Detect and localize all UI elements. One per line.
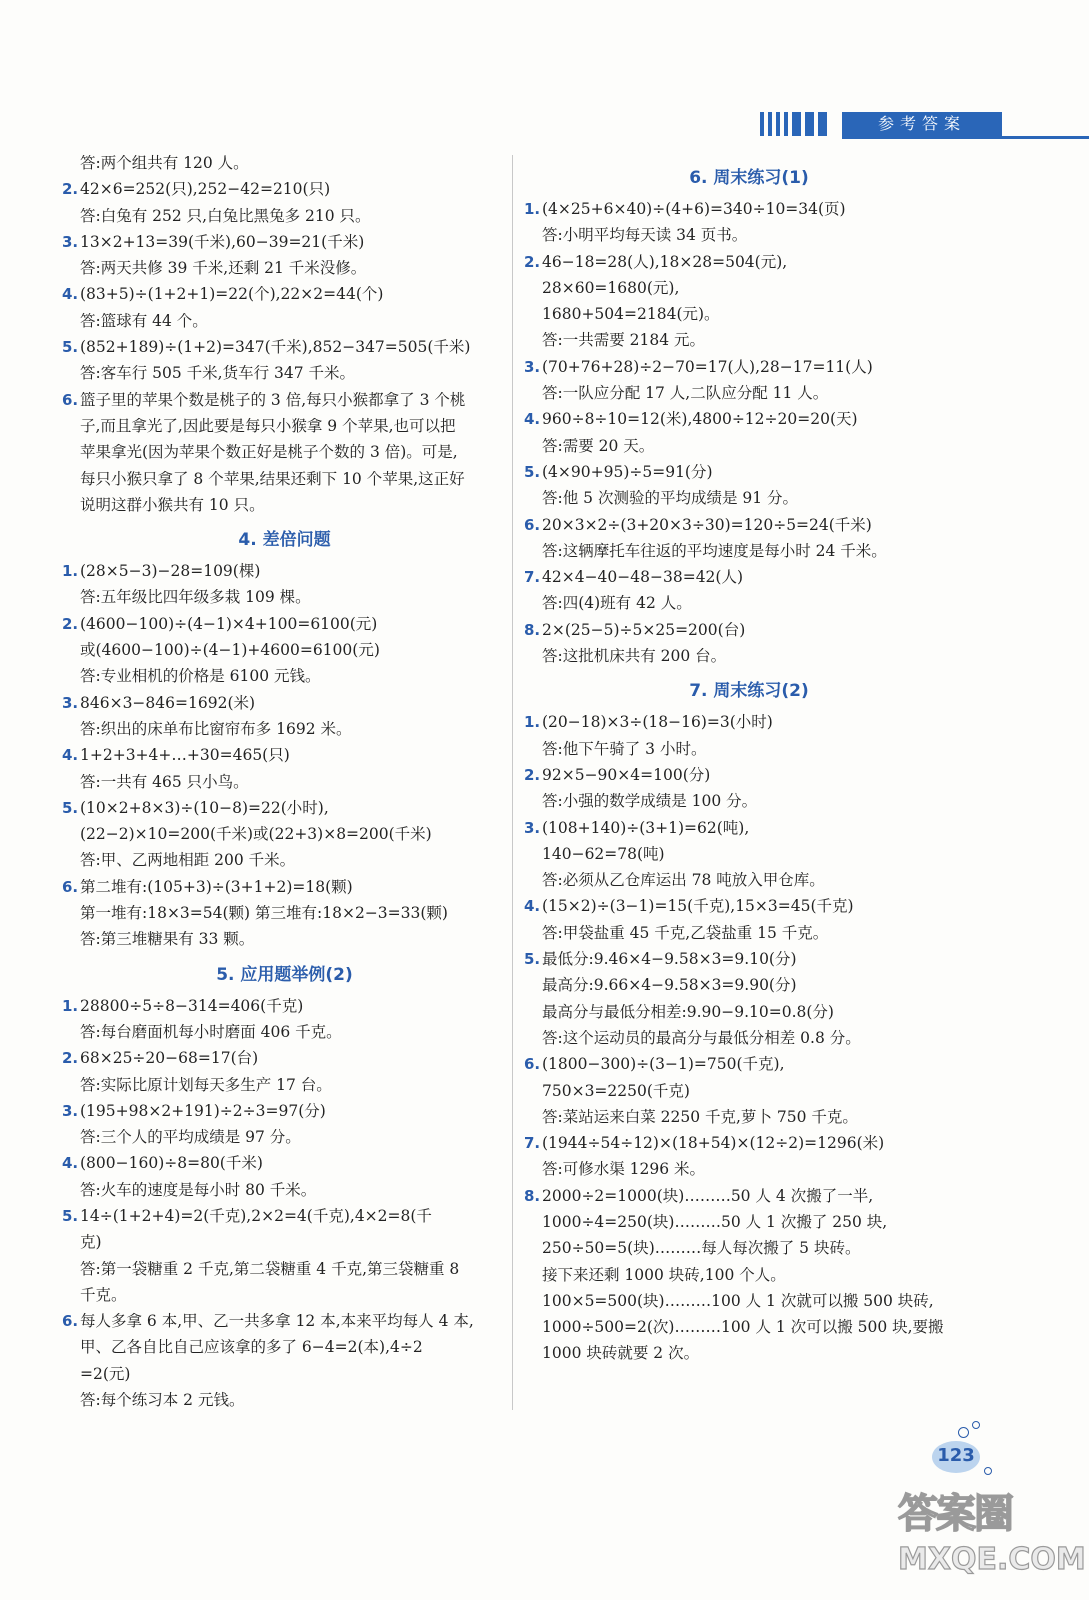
answer-line	[62, 769, 507, 795]
answer-line	[524, 590, 974, 616]
answer-line	[62, 874, 507, 900]
answer-text: 答:第一袋糖重 2 千克,第二袋糖重 4 千克,第三袋糖重 8	[80, 1259, 460, 1278]
answer-text: 2×(25−5)÷5×25=200(台)	[542, 620, 746, 639]
answer-line	[524, 1314, 974, 1340]
question-number: 8.	[524, 620, 541, 639]
section-title: 6. 周末练习(1)	[689, 168, 809, 188]
answer-text: (70+76+28)÷2−70=17(人),28−17=11(人)	[542, 357, 873, 376]
answer-text: 答:两天共修 39 千米,还剩 21 千米没修。	[80, 259, 367, 278]
watermark	[898, 1482, 1086, 1592]
answer-line	[524, 643, 974, 669]
answer-text: 子,而且拿光了,因此要是每只小猴拿 9 个苹果,也可以把	[80, 416, 456, 435]
answer-text: 28800÷5÷8−314=406(千克)	[80, 996, 304, 1015]
answer-line	[62, 900, 507, 926]
answer-text: 答:他下午骑了 3 小时。	[542, 739, 707, 758]
answer-line	[524, 1156, 974, 1182]
answer-line	[524, 1183, 974, 1209]
answer-line	[524, 406, 974, 432]
answer-text: 答:织出的床单布比窗帘布多 1692 米。	[80, 719, 352, 738]
question-number: 6.	[62, 877, 79, 896]
question-number: 1.	[62, 996, 79, 1015]
question-number: 4.	[62, 285, 79, 304]
header-label: 参考答案	[842, 112, 1002, 136]
left-column	[62, 150, 507, 1413]
answer-line	[62, 1045, 507, 1071]
answer-text: 答:甲、乙两地相距 200 千米。	[80, 851, 296, 870]
answer-line	[524, 762, 974, 788]
answer-line	[62, 1019, 507, 1045]
answer-text: 2000÷2=1000(块)………50 人 4 次搬了一半,	[542, 1186, 874, 1205]
answer-line	[62, 492, 507, 518]
answer-text: (4600−100)÷(4−1)×4+100=6100(元)	[80, 614, 378, 633]
answer-line	[62, 281, 507, 307]
answer-line	[524, 709, 974, 735]
answer-line	[62, 1361, 507, 1387]
answer-line	[62, 439, 507, 465]
answer-text: =2(元)	[80, 1364, 131, 1383]
answer-text: 68×25÷20−68=17(台)	[80, 1049, 259, 1068]
answer-line	[62, 1203, 507, 1229]
answer-line	[62, 1098, 507, 1124]
answer-text: 14÷(1+2+4)=2(千克),2×2=4(千克),4×2=8(千	[80, 1206, 432, 1225]
answer-text: 92×5−90×4=100(分)	[542, 765, 711, 784]
answer-text: 答:每个练习本 2 元钱。	[80, 1391, 245, 1410]
question-number: 3.	[62, 232, 79, 251]
answer-line	[524, 999, 974, 1025]
answer-line	[524, 1235, 974, 1261]
question-number: 8.	[524, 1186, 541, 1205]
answer-line	[524, 841, 974, 867]
answer-text: (1800−300)÷(3−1)=750(千克),	[542, 1055, 785, 1074]
question-number: 5.	[524, 462, 541, 481]
answer-text: 接下来还剩 1000 块砖,100 个人。	[542, 1265, 786, 1284]
answer-text: 答:白兔有 252 只,白兔比黑兔多 210 只。	[80, 206, 371, 225]
answer-line	[62, 334, 507, 360]
answer-text: 46−18=28(人),18×28=504(元),	[542, 252, 788, 271]
answer-text: 答:必须从乙仓库运出 78 吨放入甲仓库。	[542, 871, 825, 890]
answer-text: 答:可修水渠 1296 米。	[542, 1160, 706, 1179]
answer-line	[524, 617, 974, 643]
answer-line	[62, 926, 507, 952]
question-number: 3.	[524, 357, 541, 376]
answer-line	[524, 788, 974, 814]
answer-text: (22−2)×10=200(千米)或(22+3)×8=200(千米)	[80, 825, 432, 844]
answer-text: 750×3=2250(千克)	[542, 1081, 690, 1100]
answer-text: 答:第三堆糖果有 33 颗。	[80, 930, 255, 949]
answer-text: 答:小明平均每天读 34 页书。	[542, 226, 748, 245]
question-number: 3.	[62, 1101, 79, 1120]
answer-text: 每只小猴只拿了 8 个苹果,结果还剩下 10 个苹果,这正好	[80, 469, 465, 488]
question-number: 6.	[62, 390, 79, 409]
answer-text: 答:两个组共有 120 人。	[80, 154, 249, 172]
question-number: 4.	[62, 746, 79, 765]
answer-text: 答:菜站运来白菜 2250 千克,萝卜 750 千克。	[542, 1107, 858, 1126]
answer-text: 100×5=500(块)………100 人 1 次就可以搬 500 块砖,	[542, 1291, 934, 1310]
answer-text: 42×6=252(只),252−42=210(只)	[80, 180, 331, 199]
answer-line	[524, 433, 974, 459]
answer-line	[62, 1282, 507, 1308]
answer-text: 答:这批机床共有 200 台。	[542, 647, 727, 666]
answer-text: 答:三个人的平均成绩是 97 分。	[80, 1128, 301, 1147]
answer-text: 答:一共有 465 只小鸟。	[80, 772, 249, 791]
answer-line	[62, 558, 507, 584]
answer-line	[62, 1387, 507, 1413]
answer-text: (4×90+95)÷5=91(分)	[542, 462, 713, 481]
answer-line	[62, 663, 507, 689]
answer-line	[524, 920, 974, 946]
answer-text: 250÷50=5(块)………每人每次搬了 5 块砖。	[542, 1239, 861, 1258]
question-number: 6.	[524, 1055, 541, 1074]
answer-line	[524, 354, 974, 380]
answer-text: 或(4600−100)÷(4−1)+4600=6100(元)	[80, 641, 380, 660]
answer-text: 答:这辆摩托车往返的平均速度是每小时 24 千米。	[542, 541, 887, 560]
answer-line	[62, 360, 507, 386]
question-number: 3.	[524, 818, 541, 837]
question-number: 1.	[524, 200, 541, 218]
answer-line	[62, 413, 507, 439]
answer-text: 28×60=1680(元),	[542, 278, 680, 297]
answer-line	[524, 301, 974, 327]
answer-text: (20−18)×3÷(18−16)=3(小时)	[542, 713, 773, 732]
question-number: 5.	[62, 798, 79, 817]
question-number: 7.	[524, 568, 541, 587]
answer-line	[524, 538, 974, 564]
answer-line	[62, 847, 507, 873]
answer-line	[62, 203, 507, 229]
answer-text: 140−62=78(吨)	[542, 844, 665, 863]
answer-text: 1+2+3+4+…+30=465(只)	[80, 746, 290, 765]
answer-line	[524, 512, 974, 538]
answer-line	[524, 1209, 974, 1235]
question-number: 1.	[62, 562, 79, 581]
answer-text: 甲、乙各自比自己应该拿的多了 6−4=2(本),4÷2	[80, 1338, 423, 1357]
answer-text: 答:需要 20 天。	[542, 436, 655, 455]
question-number: 7.	[524, 1134, 541, 1153]
answer-line	[524, 1130, 974, 1156]
question-number: 3.	[62, 693, 79, 712]
answer-text: (4×25+6×40)÷(4+6)=340÷10=34(页)	[542, 200, 846, 218]
question-number: 6.	[524, 515, 541, 534]
answer-line	[62, 637, 507, 663]
answer-line	[62, 584, 507, 610]
page-number-badge	[932, 1437, 980, 1477]
answer-text: 答:专业相机的价格是 6100 元钱。	[80, 667, 321, 686]
answer-line	[524, 815, 974, 841]
answer-text: 答:篮球有 44 个。	[80, 311, 208, 330]
answer-line	[62, 716, 507, 742]
answer-line	[524, 485, 974, 511]
section-title: 5. 应用题举例(2)	[216, 964, 353, 985]
answer-line	[524, 249, 974, 275]
answer-text: (195+98×2+191)÷2÷3=97(分)	[80, 1101, 326, 1120]
bubble-icon	[972, 1421, 980, 1429]
answer-text: 答:一队应分配 17 人,二队应分配 11 人。	[542, 384, 829, 403]
answer-line	[62, 1229, 507, 1255]
answer-text: (15×2)÷(3−1)=15(千克),15×3=45(千克)	[542, 897, 854, 916]
answer-line	[524, 1262, 974, 1288]
watermark-url: MXQE.COM	[898, 1542, 1086, 1577]
header-underline	[842, 136, 1089, 139]
answer-line	[62, 1177, 507, 1203]
answer-line	[62, 229, 507, 255]
answer-line	[62, 1124, 507, 1150]
question-number: 2.	[62, 180, 79, 199]
answer-line	[524, 1025, 974, 1051]
answer-text: 答:五年级比四年级多栽 109 棵。	[80, 588, 311, 607]
answer-line	[62, 466, 507, 492]
answer-text: 答:小强的数学成绩是 100 分。	[542, 792, 758, 811]
header-stripes	[760, 112, 827, 138]
question-number: 1.	[524, 713, 541, 732]
answer-text: 答:实际比原计划每天多生产 17 台。	[80, 1075, 332, 1094]
answer-text: 1000÷4=250(块)………50 人 1 次搬了 250 块,	[542, 1212, 888, 1231]
answer-text: 千克。	[80, 1285, 127, 1304]
answer-line	[62, 1256, 507, 1282]
answer-line	[62, 1150, 507, 1176]
answer-text: 最低分:9.46×4−9.58×3=9.10(分)	[542, 950, 797, 969]
answer-text: (83+5)÷(1+2+1)=22(个),22×2=44(个)	[80, 285, 384, 304]
answer-text: 第二堆有:(105+3)÷(3+1+2)=18(颗)	[80, 877, 353, 896]
answer-text: (800−160)÷8=80(千米)	[80, 1154, 263, 1173]
answer-line	[524, 893, 974, 919]
answer-text: 1680+504=2184(元)。	[542, 305, 720, 324]
question-number: 5.	[62, 1206, 79, 1225]
question-number: 2.	[524, 252, 541, 271]
answer-line	[524, 327, 974, 353]
answer-line	[524, 459, 974, 485]
answer-line	[524, 946, 974, 972]
answer-text: 1000 块砖就要 2 次。	[542, 1344, 700, 1363]
right-column	[524, 150, 974, 1367]
answer-line	[62, 1308, 507, 1334]
column-divider	[512, 155, 513, 1410]
answer-text: 第一堆有:18×3=54(颗) 第三堆有:18×2−3=33(颗)	[80, 904, 448, 923]
answer-line	[62, 821, 507, 847]
answer-text: 克)	[80, 1233, 102, 1252]
question-number: 2.	[62, 1049, 79, 1068]
answer-text: 最高分与最低分相差:9.90−9.10=0.8(分)	[542, 1002, 834, 1021]
answer-line	[62, 611, 507, 637]
answer-text: 846×3−846=1692(米)	[80, 693, 256, 712]
question-number: 5.	[524, 950, 541, 969]
question-number: 4.	[524, 897, 541, 916]
question-number: 5.	[62, 338, 79, 357]
question-number: 2.	[524, 765, 541, 784]
page-number: 123	[937, 1445, 975, 1466]
answer-line	[62, 308, 507, 334]
answer-text: (108+140)÷(3+1)=62(吨),	[542, 818, 750, 837]
answer-text: 苹果拿光(因为苹果个数正好是桃子个数的 3 倍)。可是,	[80, 443, 458, 462]
section-header	[760, 112, 1089, 138]
answer-line	[62, 742, 507, 768]
answer-line	[62, 387, 507, 413]
question-number: 4.	[62, 1154, 79, 1173]
answer-line	[524, 380, 974, 406]
answer-text: 答:客车行 505 千米,货车行 347 千米。	[80, 364, 356, 383]
answer-text: 最高分:9.66×4−9.58×3=9.90(分)	[542, 976, 797, 995]
answer-text: 20×3×2÷(3+20×3÷30)=120÷5=24(千米)	[542, 515, 872, 534]
answer-text: 答:每台磨面机每小时磨面 406 千克。	[80, 1022, 342, 1041]
answer-line	[524, 1340, 974, 1366]
answer-line	[62, 795, 507, 821]
answer-line	[62, 255, 507, 281]
answer-text: 答:火车的速度是每小时 80 千米。	[80, 1180, 317, 1199]
answer-line	[62, 993, 507, 1019]
answer-text: (1944÷54÷12)×(18+54)×(12÷2)=1296(米)	[542, 1134, 885, 1153]
answer-text: (10×2+8×3)÷(10−8)=22(小时),	[80, 798, 329, 817]
answer-line	[524, 1288, 974, 1314]
answer-text: 答:四(4)班有 42 人。	[542, 594, 692, 613]
answer-line	[62, 150, 507, 176]
section-title: 7. 周末练习(2)	[689, 681, 809, 702]
question-number: 6.	[62, 1312, 79, 1331]
answer-text: (852+189)÷(1+2)=347(千米),852−347=505(千米)	[80, 338, 471, 357]
answer-line	[524, 275, 974, 301]
question-number: 4.	[524, 410, 541, 429]
answer-text: 960÷8÷10=12(米),4800÷12÷20=20(天)	[542, 410, 858, 429]
answer-text: 答:一共需要 2184 元。	[542, 331, 706, 350]
answer-text: 答:甲袋盐重 45 千克,乙袋盐重 15 千克。	[542, 923, 829, 942]
bubble-icon	[984, 1467, 992, 1475]
question-number: 2.	[62, 614, 79, 633]
answer-line	[524, 564, 974, 590]
section-title: 4. 差倍问题	[238, 530, 331, 551]
answer-line	[62, 1334, 507, 1360]
answer-line	[62, 690, 507, 716]
answer-line	[524, 222, 974, 248]
answer-text: 说明这群小猴共有 10 只。	[80, 495, 265, 514]
answer-line	[524, 196, 974, 222]
answer-text: 1000÷500=2(次)………100 人 1 次可以搬 500 块,要搬	[542, 1318, 944, 1337]
answer-line	[62, 176, 507, 202]
answer-line	[524, 1104, 974, 1130]
answer-line	[524, 1078, 974, 1104]
answer-text: 答:他 5 次测验的平均成绩是 91 分。	[542, 489, 799, 508]
watermark-logo: 答案圈	[898, 1491, 1012, 1537]
answer-text: 42×4−40−48−38=42(人)	[542, 568, 744, 587]
answer-text: 13×2+13=39(千米),60−39=21(千米)	[80, 232, 365, 251]
answer-line	[524, 736, 974, 762]
answer-line	[524, 972, 974, 998]
answer-line	[62, 1072, 507, 1098]
answer-text: 篮子里的苹果个数是桃子的 3 倍,每只小猴都拿了 3 个桃	[80, 390, 466, 409]
answer-text: 答:这个运动员的最高分与最低分相差 0.8 分。	[542, 1028, 861, 1047]
answer-text: 每人多拿 6 本,甲、乙一共多拿 12 本,本来平均每人 4 本,	[80, 1312, 474, 1331]
answer-line	[524, 867, 974, 893]
answer-text: (28×5−3)−28=109(棵)	[80, 562, 261, 581]
answer-line	[524, 1051, 974, 1077]
bubble-icon	[958, 1427, 969, 1438]
